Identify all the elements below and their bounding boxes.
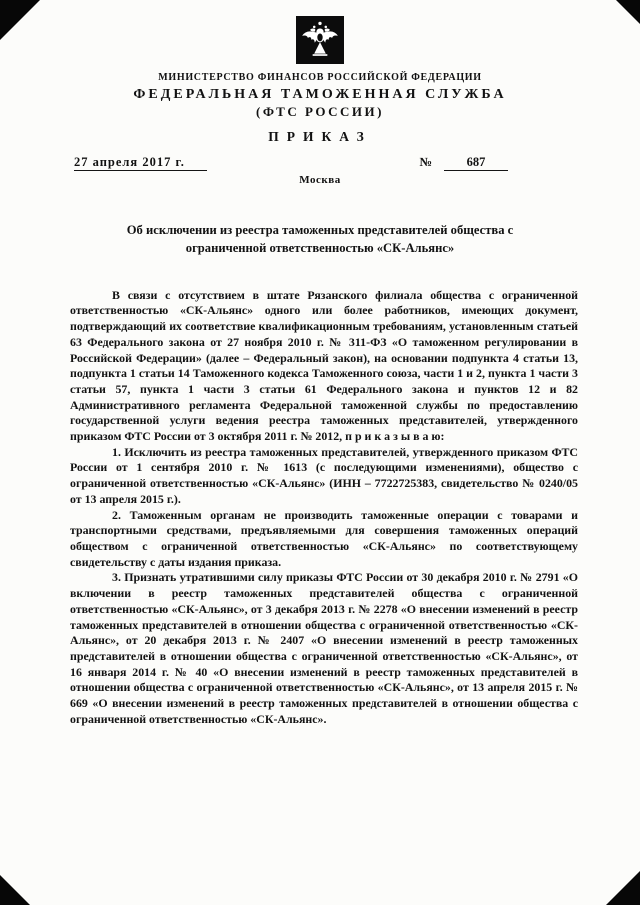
paragraph-item-2: 2. Таможенным органам не производить таможенные операции с товарами и транспортными средствами, предъявляемыми для совершения таможенных операций обществом с ограниченной ответственностью «СК-Альянс» по соответствующему свидетельству с даты издания приказа. <box>70 507 578 569</box>
scan-corner-mark-top-left <box>0 0 40 40</box>
paragraph-item-1: 1. Исключить из реестра таможенных представителей, утвержденного приказом ФТС России от 1 сентября 2010 г. № 1613 (с последующими изменениями), общество с ограниченной ответственностью «СК-Альянс» (ИНН – 7722725383, свидетельство № 0240/05 от 13 апреля 2015 г.). <box>70 444 578 506</box>
scan-corner-mark-top-right <box>616 0 640 24</box>
agency-abbr-line: (ФТС РОССИИ) <box>256 104 384 119</box>
document-number-value: 687 <box>444 155 508 171</box>
agency-line: ФЕДЕРАЛЬНАЯ ТАМОЖЕННАЯ СЛУЖБА <box>133 87 507 102</box>
paragraph-item-3: 3. Признать утратившими силу приказы ФТС России от 30 декабря 2010 г. № 2791 «О включении в реестр таможенных представителей общества с ограниченной ответственностью «СК-Альянс», от 3 декабря 2013 г. № 2278 «О внесении изменений в реестр таможенных представителей в отношении общества с ограниченной ответственностью «СК-Альянс», от 20 декабря 2013 г. № 2407 «О внесении изменений в реестр таможенных представителей в отношении общества с ограниченной ответственностью «СК-Альянс», от 16 января 2014 г. № 40 «О внесении изменений в реестр таможенных представителей в отношении общества с ограниченной ответственностью «СК-Альянс», от 13 апреля 2015 г. № 669 «О внесении изменений в реестр таможенных представителей в отношении общества с ограниченной ответственностью «СК-Альянс». <box>70 570 578 726</box>
date-number-row <box>0 155 640 171</box>
document-number <box>419 155 508 171</box>
document-type-heading: ПРИКАЗ <box>268 129 372 144</box>
number-sign: № <box>419 155 432 169</box>
paragraph-preamble: В связи с отсутствием в штате Рязанского филиала общества с ограниченной ответственностью «СК-Альянс» одного или более работников, имеющих документ, подтверждающий их соответствие квалификационным требованиям, установленным статьей 63 Федерального закона от 27 ноября 2010 г. № 311-ФЗ «О таможенном регулировании в Российской Федерации» (далее – Федеральный закон), на основании подпункта 4 статьи 13, подпункта 1 статьи 14 Таможенного кодекса Таможенного союза, части 1 и 2, пункта 1 части 3 статьи 57, пункта 1 части 3 статьи 61 Федерального закона и пунктов 12 и 82 Административного регламента Федеральной таможенной службы по предоставлению государственной услуги ведения реестра таможенных представителей, утвержденного приказом ФТС России от 3 октября 2011 г. № 2012, п р и к а з ы в а ю: <box>70 287 578 444</box>
russia-coat-of-arms-icon <box>296 16 344 64</box>
document-title: Об исключении из реестра таможенных представителей общества с ограниченной ответственностью «СК-Альянс» <box>126 223 514 255</box>
document-body <box>70 288 578 728</box>
scan-corner-mark-bottom-left <box>0 875 30 905</box>
city-line: Москва <box>299 174 341 186</box>
document-date: 27 апреля 2017 г. <box>74 155 207 171</box>
ministry-line: МИНИСТЕРСТВО ФИНАНСОВ РОССИЙСКОЙ ФЕДЕРАЦИИ <box>158 72 482 83</box>
scan-corner-mark-bottom-right <box>606 871 640 905</box>
